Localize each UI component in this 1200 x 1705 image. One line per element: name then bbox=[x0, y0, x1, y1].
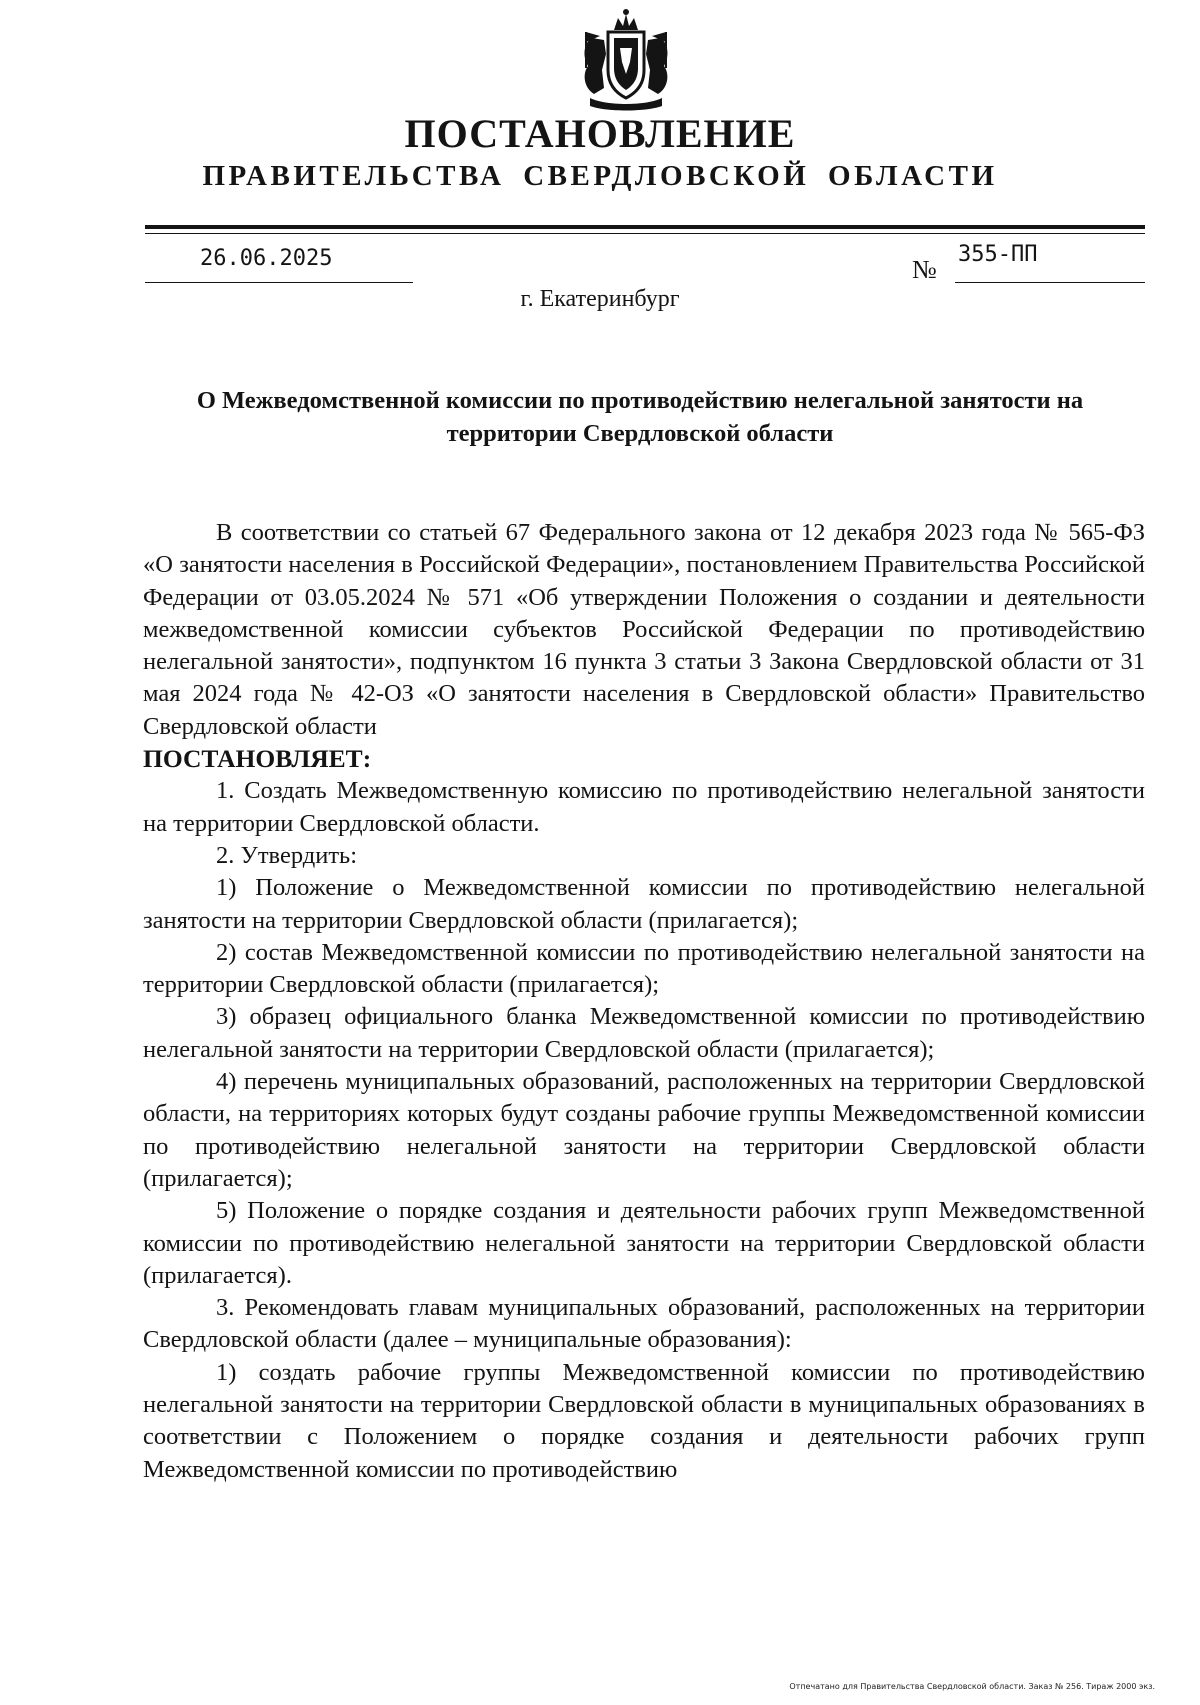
header-divider-thick bbox=[145, 225, 1145, 229]
paragraph-3-item-1: 1) создать рабочие группы Межведомственной комиссии по противодействию нелегальной занятости на территории Свердловской области в муниципальных образованиях в соответствии с Положением о порядке создания и деятельности рабочих групп Межведомственной комиссии по противодействию bbox=[143, 1358, 1145, 1483]
paragraph-2-item-2: 2) состав Межведомственной комиссии по противодействию нелегальной занятости на территории Свердловской области (прилагается); bbox=[143, 938, 1145, 999]
paragraph-1: 1. Создать Межведомственную комиссию по противодействию нелегальной занятости на территории Свердловской области. bbox=[143, 777, 1145, 837]
preamble-paragraph: В соответствии со статьей 67 Федерального закона от 12 декабря 2023 года № 565-ФЗ «О занятости населения в Российской Федерации», постановлением Правительства Российской Федерации от 03.05.2024 № 571 «Об утверждении Положения о создании и деятельности межведомственной комиссии субъектов Российской Федерации по противодействию нелегальной занятости», подпунктом 16 пункта 3 статьи 3 Закона Свердловской области от 31 мая 2024 года № 42-ОЗ «О занятости населения в Свердловской области» Правительство Свердловской области bbox=[143, 519, 1145, 740]
paragraph-2-item-3: 3) образец официального бланка Межведомственной комиссии по противодействию нелегальной занятости на территории Свердловской области (прилагается); bbox=[143, 1003, 1145, 1063]
document-date: 26.06.2025 bbox=[200, 246, 333, 271]
paragraph-2: 2. Утвердить: bbox=[216, 841, 358, 869]
date-underline bbox=[145, 282, 413, 283]
issuer-subtitle: ПРАВИТЕЛЬСТВА СВЕРДЛОВСКОЙ ОБЛАСТИ bbox=[202, 160, 998, 192]
coat-of-arms-icon bbox=[570, 8, 682, 113]
decree-word: ПОСТАНОВЛЯЕТ: bbox=[143, 744, 372, 774]
paragraph-2-item-5: 5) Положение о порядке создания и деятельности рабочих групп Межведомственной комиссии по противодействию нелегальной занятости на территории Свердловской области (прилагается). bbox=[143, 1197, 1145, 1289]
document-heading: О Межведомственной комиссии по противодействию нелегальной занятости на территории Свердловской области bbox=[196, 387, 1084, 447]
number-underline bbox=[955, 282, 1145, 283]
number-sign: № bbox=[912, 255, 937, 284]
header-divider-thin bbox=[145, 233, 1145, 234]
paragraph-3: 3. Рекомендовать главам муниципальных образований, расположенных на территории Свердловской области (далее – муниципальные образования): bbox=[143, 1294, 1145, 1354]
print-note: Отпечатано для Правительства Свердловской области. Заказ № 256. Тираж 2000 экз. bbox=[789, 1682, 1155, 1691]
document-number: 355-ПП bbox=[958, 242, 1038, 267]
document-body bbox=[143, 517, 1145, 1486]
document-type-title: ПОСТАНОВЛЕНИЕ bbox=[404, 111, 796, 156]
paragraph-2-item-1: 1) Положение о Межведомственной комиссии по противодействию нелегальной занятости на территории Свердловской области (прилагается); bbox=[143, 874, 1145, 934]
issue-city: г. Екатеринбург bbox=[520, 286, 680, 312]
paragraph-2-item-4: 4) перечень муниципальных образований, расположенных на территории Свердловской области, на территориях которых будут созданы рабочие группы Межведомственной комиссии по противодействию нелегальной занятости на территории Свердловской области (прилагается); bbox=[143, 1068, 1145, 1192]
